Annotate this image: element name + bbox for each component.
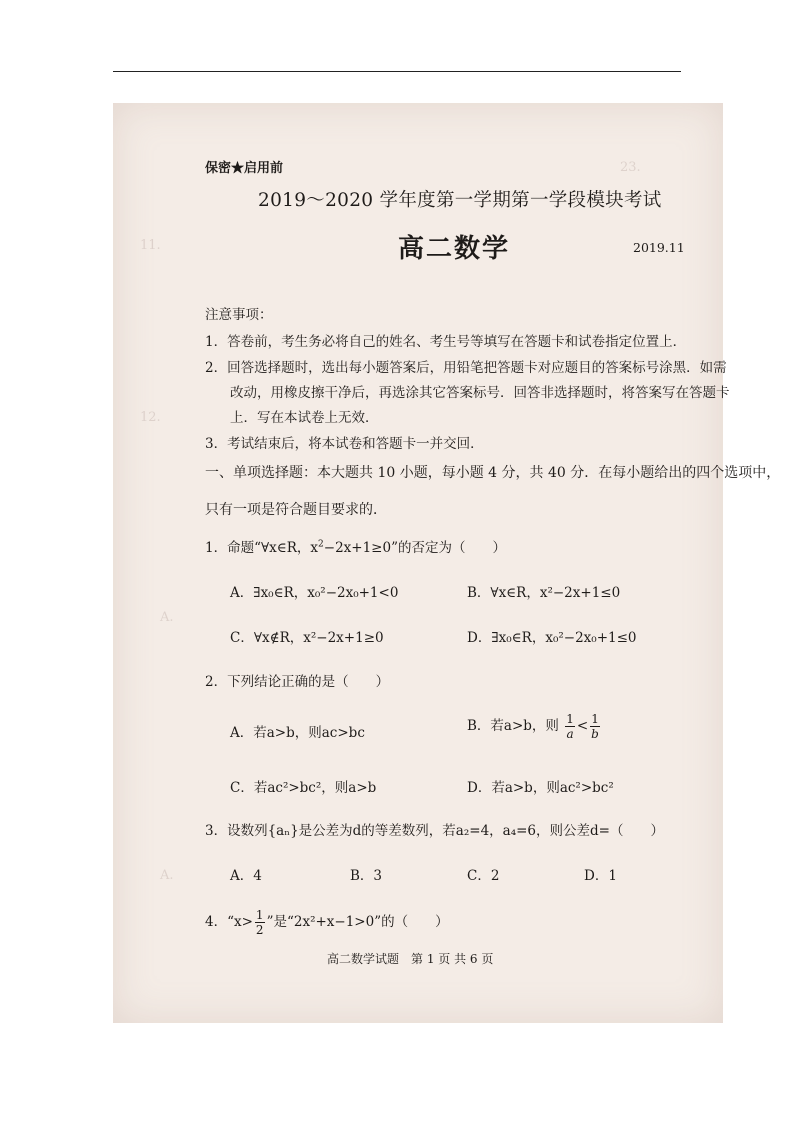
question-4-stem: 4．“x> $\frac{1}{2}$ ”是“2x²+x−1>0”的（ ）: [205, 908, 449, 937]
notice-item-2: 2．回答选择题时，选出每小题答案后，用铅笔把答题卡对应题目的答案标号涂黑．如需: [205, 360, 727, 376]
question-3-option-c: C．2: [467, 868, 500, 884]
section-heading-line2: 只有一项是符合题目要求的．: [205, 502, 387, 518]
subject-title: 高二数学: [398, 234, 511, 264]
question-2-option-c: C．若ac²>bc²，则a>b: [230, 780, 377, 796]
top-rule: [113, 71, 681, 72]
question-1-option-b: B．∀x∈R，x²−2x+1≤0: [467, 585, 621, 601]
exam-date: 2019.11: [633, 240, 685, 255]
bleed-through: 23.: [620, 160, 641, 175]
question-3-stem: 3．设数列{aₙ}是公差为d的等差数列，若a₂=4，a₄=6，则公差d=（ ）: [205, 823, 664, 839]
notice-item-3: 3．考试结束后，将本试卷和答题卡一并交回．: [205, 436, 484, 452]
bleed-through: 11.: [140, 238, 161, 253]
question-2-stem: 2．下列结论正确的是（ ）: [205, 674, 390, 690]
bleed-through: A.: [160, 610, 174, 625]
question-3-option-d: D．1: [584, 868, 617, 884]
question-2-option-d: D．若a>b，则ac²>bc²: [467, 780, 614, 796]
question-2-option-b: B．若a>b，则 $\frac{1}{a}$ < $\frac{1}{b}$: [467, 712, 599, 741]
question-3-option-b: B．3: [350, 868, 383, 884]
question-1-option-c: C．∀x∉R，x²−2x+1≥0: [230, 630, 384, 646]
question-3-option-a: A．4: [230, 868, 262, 884]
notice-heading: 注意事项：: [205, 307, 273, 323]
page-footer: 高二数学试题 第 1 页 共 6 页: [327, 952, 494, 966]
question-1-stem: 1．命题“∀x∈R，$x^2-2x+1\ge 0$”的否定为（ ）: [205, 539, 506, 556]
bleed-through: A.: [160, 868, 174, 883]
question-1-option-a: A．∃x₀∈R，x₀²−2x₀+1<0: [230, 585, 399, 601]
question-1-option-d: D．∃x₀∈R，x₀²−2x₀+1≤0: [467, 630, 637, 646]
fraction-1-over-a: $\frac{1}{a}$: [566, 712, 574, 741]
fraction-1-over-2: $\frac{1}{2}$: [255, 908, 264, 937]
section-heading-line1: 一、单项选择题：本大题共 10 小题，每小题 4 分，共 40 分．在每小题给出的四个选项中，: [205, 465, 781, 481]
bleed-through: 12.: [140, 410, 161, 425]
question-2-option-a: A．若a>b，则ac>bc: [230, 725, 365, 741]
notice-item-1: 1．答卷前，考生务必将自己的姓名、考生号等填写在答题卡和试卷指定位置上．: [205, 334, 687, 350]
confidential-label: 保密★启用前: [205, 161, 284, 176]
notice-item-2-cont: 改动，用橡皮擦干净后，再选涂其它答案标号．回答非选择题时，将答案写在答题卡: [230, 385, 730, 401]
exam-title: 2019～2020 学年度第一学期第一学段模块考试: [258, 190, 662, 211]
fraction-1-over-b: $\frac{1}{b}$: [591, 712, 599, 741]
notice-item-2-cont: 上．写在本试卷上无效．: [230, 410, 379, 426]
